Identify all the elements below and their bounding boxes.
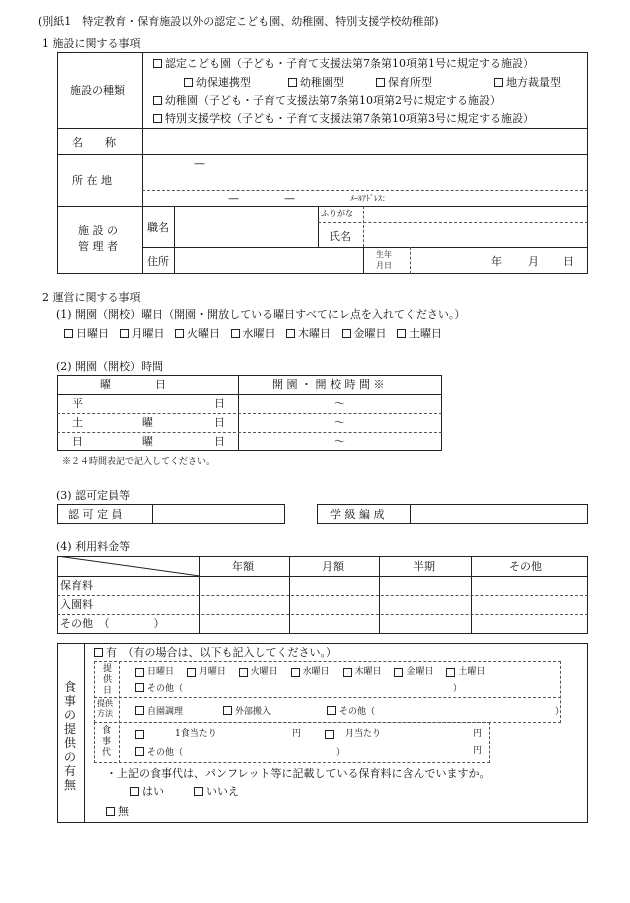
cost-per-month-check[interactable]: [325, 730, 337, 741]
option-youchien-type[interactable]: 幼稚園型: [288, 77, 344, 88]
section1-title: 1 施設に関する事項: [42, 37, 141, 50]
capacity-label: 認 可 定 員: [68, 508, 123, 521]
class-field[interactable]: [412, 506, 586, 522]
option-chihou-type[interactable]: 地方裁量型: [494, 77, 561, 88]
hours-row-sun-a: 日: [72, 435, 83, 448]
checkbox[interactable]: [135, 730, 144, 739]
hours-row-weekday-a: 平: [72, 397, 83, 410]
method-self[interactable]: 自園調理: [135, 706, 183, 717]
hours-tilde-weekday[interactable]: ～: [334, 397, 345, 410]
option-tokubetsu[interactable]: 特別支援学校（子ども・子育て支援法第7条第10項第3号に規定する施設）: [153, 113, 534, 124]
hours-row-sat-c: 日: [214, 416, 225, 429]
address-label: 所 在 地: [72, 174, 112, 187]
hours-col-time: 開 園 ・ 開 校 時 間 ※: [272, 378, 385, 391]
weekday-sat[interactable]: 土曜日: [397, 328, 442, 339]
meal-day-checkboxes: [135, 668, 485, 680]
fee-row-hoiku: 保育料: [60, 579, 93, 592]
residence-field[interactable]: [176, 249, 361, 272]
manager-label-2: 管 理 者: [78, 240, 118, 253]
meal-day-label: 提供日: [103, 664, 113, 696]
meal-q-no[interactable]: いいえ: [194, 786, 239, 797]
checkbox[interactable]: [94, 648, 103, 657]
month-label: 月: [528, 255, 539, 268]
cost-per-meal-check[interactable]: [135, 730, 147, 741]
furigana-label: ふりがな: [321, 209, 353, 218]
hours-note: ※２４時間表記で記入してください。: [62, 457, 216, 467]
hours-row-sat-a: 土: [72, 416, 83, 429]
option-youho[interactable]: 幼保連携型: [184, 77, 251, 88]
email-label: ﾒｰﾙｱﾄﾞﾚｽ：: [350, 194, 390, 203]
option-kodomoen[interactable]: 認定こども園（子ども・子育て支援法第7条第10項第1号に規定する施設）: [153, 58, 534, 69]
facility-type-label: 施設の種類: [70, 84, 125, 97]
weekday-wed[interactable]: 水曜日: [231, 328, 276, 339]
cost-per-meal-label: 1食当たり: [175, 729, 217, 739]
birth-label-1: 生年: [376, 250, 392, 259]
position-field[interactable]: [176, 208, 316, 245]
checkbox[interactable]: [325, 730, 334, 739]
open-days-heading: (1) 開園（開校）曜日（開園・開放している曜日すべてにレ点を入れてください。）: [56, 308, 466, 321]
address-field[interactable]: [143, 168, 587, 188]
meal-side-label: 食事の提供の有無: [64, 680, 77, 792]
name2-label: 氏名: [329, 230, 351, 243]
position-label: 職名: [147, 221, 169, 234]
method-label-1: 提供: [97, 699, 113, 708]
checkbox[interactable]: [194, 787, 203, 796]
option-youchien[interactable]: 幼稚園（子ども・子育て支援法第7条第10項第2号に規定する施設）: [153, 95, 501, 106]
diagonal-line: [57, 556, 200, 576]
checkbox[interactable]: [106, 807, 115, 816]
fee-col-other: その他: [509, 560, 542, 573]
meal-day-tue[interactable]: 火曜日: [239, 668, 278, 677]
hours-heading: (2) 開園（開校）時間: [56, 360, 164, 373]
method-external[interactable]: 外部搬入: [223, 706, 271, 717]
meal-day-sat[interactable]: 土曜日: [446, 668, 485, 677]
checkbox[interactable]: [327, 706, 336, 715]
weekday-mon[interactable]: 月曜日: [120, 328, 165, 339]
name-label: 名 称: [72, 136, 116, 149]
checkbox[interactable]: [288, 78, 297, 87]
checkbox[interactable]: [135, 747, 144, 756]
year-label: 年: [491, 255, 502, 268]
checkbox[interactable]: [153, 96, 162, 105]
meal-no[interactable]: 無: [106, 806, 129, 817]
fees-heading: (4) 利用料金等: [56, 540, 131, 553]
checkbox[interactable]: [135, 683, 144, 692]
checkbox[interactable]: [135, 706, 144, 715]
fee-col-half: 半期: [413, 560, 435, 573]
name-field[interactable]: [143, 129, 587, 153]
weekday-fri[interactable]: 金曜日: [342, 328, 387, 339]
meal-day-mon[interactable]: 月曜日: [187, 668, 226, 677]
meal-q-yes[interactable]: はい: [130, 786, 164, 797]
hours-row-sat-b: 曜: [142, 416, 153, 429]
meal-question: ・上記の食事代は、パンフレット等に記載している保育料に含んでいますか。: [106, 767, 491, 780]
residence-label: 住所: [147, 255, 169, 268]
cost-other[interactable]: その他（ ）: [135, 747, 345, 758]
hours-row-sun-c: 日: [214, 435, 225, 448]
option-hoikusho-type[interactable]: 保育所型: [376, 77, 432, 88]
day-label: 日: [563, 255, 574, 268]
cost-per-month-yen: 円: [473, 729, 483, 739]
weekday-checkboxes: [64, 328, 442, 340]
weekday-sun[interactable]: 日曜日: [64, 328, 109, 339]
manager-name-field[interactable]: [365, 224, 586, 246]
checkbox[interactable]: [494, 78, 503, 87]
fee-col-monthly: 月額: [322, 560, 344, 573]
method-other[interactable]: その他（ ）: [327, 706, 564, 717]
fee-row-other: その他 （ ）: [60, 617, 165, 630]
class-label: 学 級 編 成: [330, 508, 385, 521]
postal-dash: —: [194, 157, 205, 170]
manager-label-1: 施 設 の: [78, 224, 118, 237]
meal-cost-label: 食事代: [102, 726, 112, 758]
checkbox[interactable]: [153, 59, 162, 68]
fee-row-nyuen: 入園料: [60, 598, 93, 611]
meal-day-wed[interactable]: 水曜日: [291, 668, 330, 677]
document-title: (別紙1 特定教育・保育施設以外の認定こども園、幼稚園、特別支援学校幼稚部): [38, 15, 439, 28]
meal-yes[interactable]: 有 （有の場合は、以下も記入してください。）: [94, 647, 337, 658]
capacity-heading: (3) 認可定員等: [56, 489, 131, 502]
meal-day-other[interactable]: その他（ ）: [135, 683, 462, 694]
hours-col-day: 曜 日: [100, 378, 166, 391]
cost-per-meal-yen: 円: [292, 729, 302, 739]
capacity-field[interactable]: [154, 506, 283, 522]
meal-day-thu[interactable]: 木曜日: [343, 668, 382, 677]
checkbox[interactable]: [376, 78, 385, 87]
birth-label-2: 月日: [376, 261, 392, 270]
fee-col-annual: 年額: [232, 560, 254, 573]
weekday-thu[interactable]: 木曜日: [286, 328, 331, 339]
phone-dash-1: —: [228, 192, 239, 205]
method-label-2: 方法: [97, 709, 113, 718]
meal-day-fri[interactable]: 金曜日: [394, 668, 433, 677]
cost-per-month-label: 月当たり: [345, 729, 382, 739]
hours-row-weekday-c: 日: [214, 397, 225, 410]
checkbox[interactable]: [130, 787, 139, 796]
hours-tilde-sun[interactable]: ～: [334, 435, 345, 448]
cost-other-yen: 円: [473, 746, 483, 756]
hours-tilde-sat[interactable]: ～: [334, 416, 345, 429]
checkbox[interactable]: [184, 78, 193, 87]
meal-day-sun[interactable]: 日曜日: [135, 668, 174, 677]
hours-row-sun-b: 曜: [142, 435, 153, 448]
checkbox[interactable]: [153, 114, 162, 123]
phone-dash-2: —: [284, 192, 295, 205]
checkbox[interactable]: [223, 706, 232, 715]
weekday-tue[interactable]: 火曜日: [175, 328, 220, 339]
section2-title: 2 運営に関する事項: [42, 291, 141, 304]
